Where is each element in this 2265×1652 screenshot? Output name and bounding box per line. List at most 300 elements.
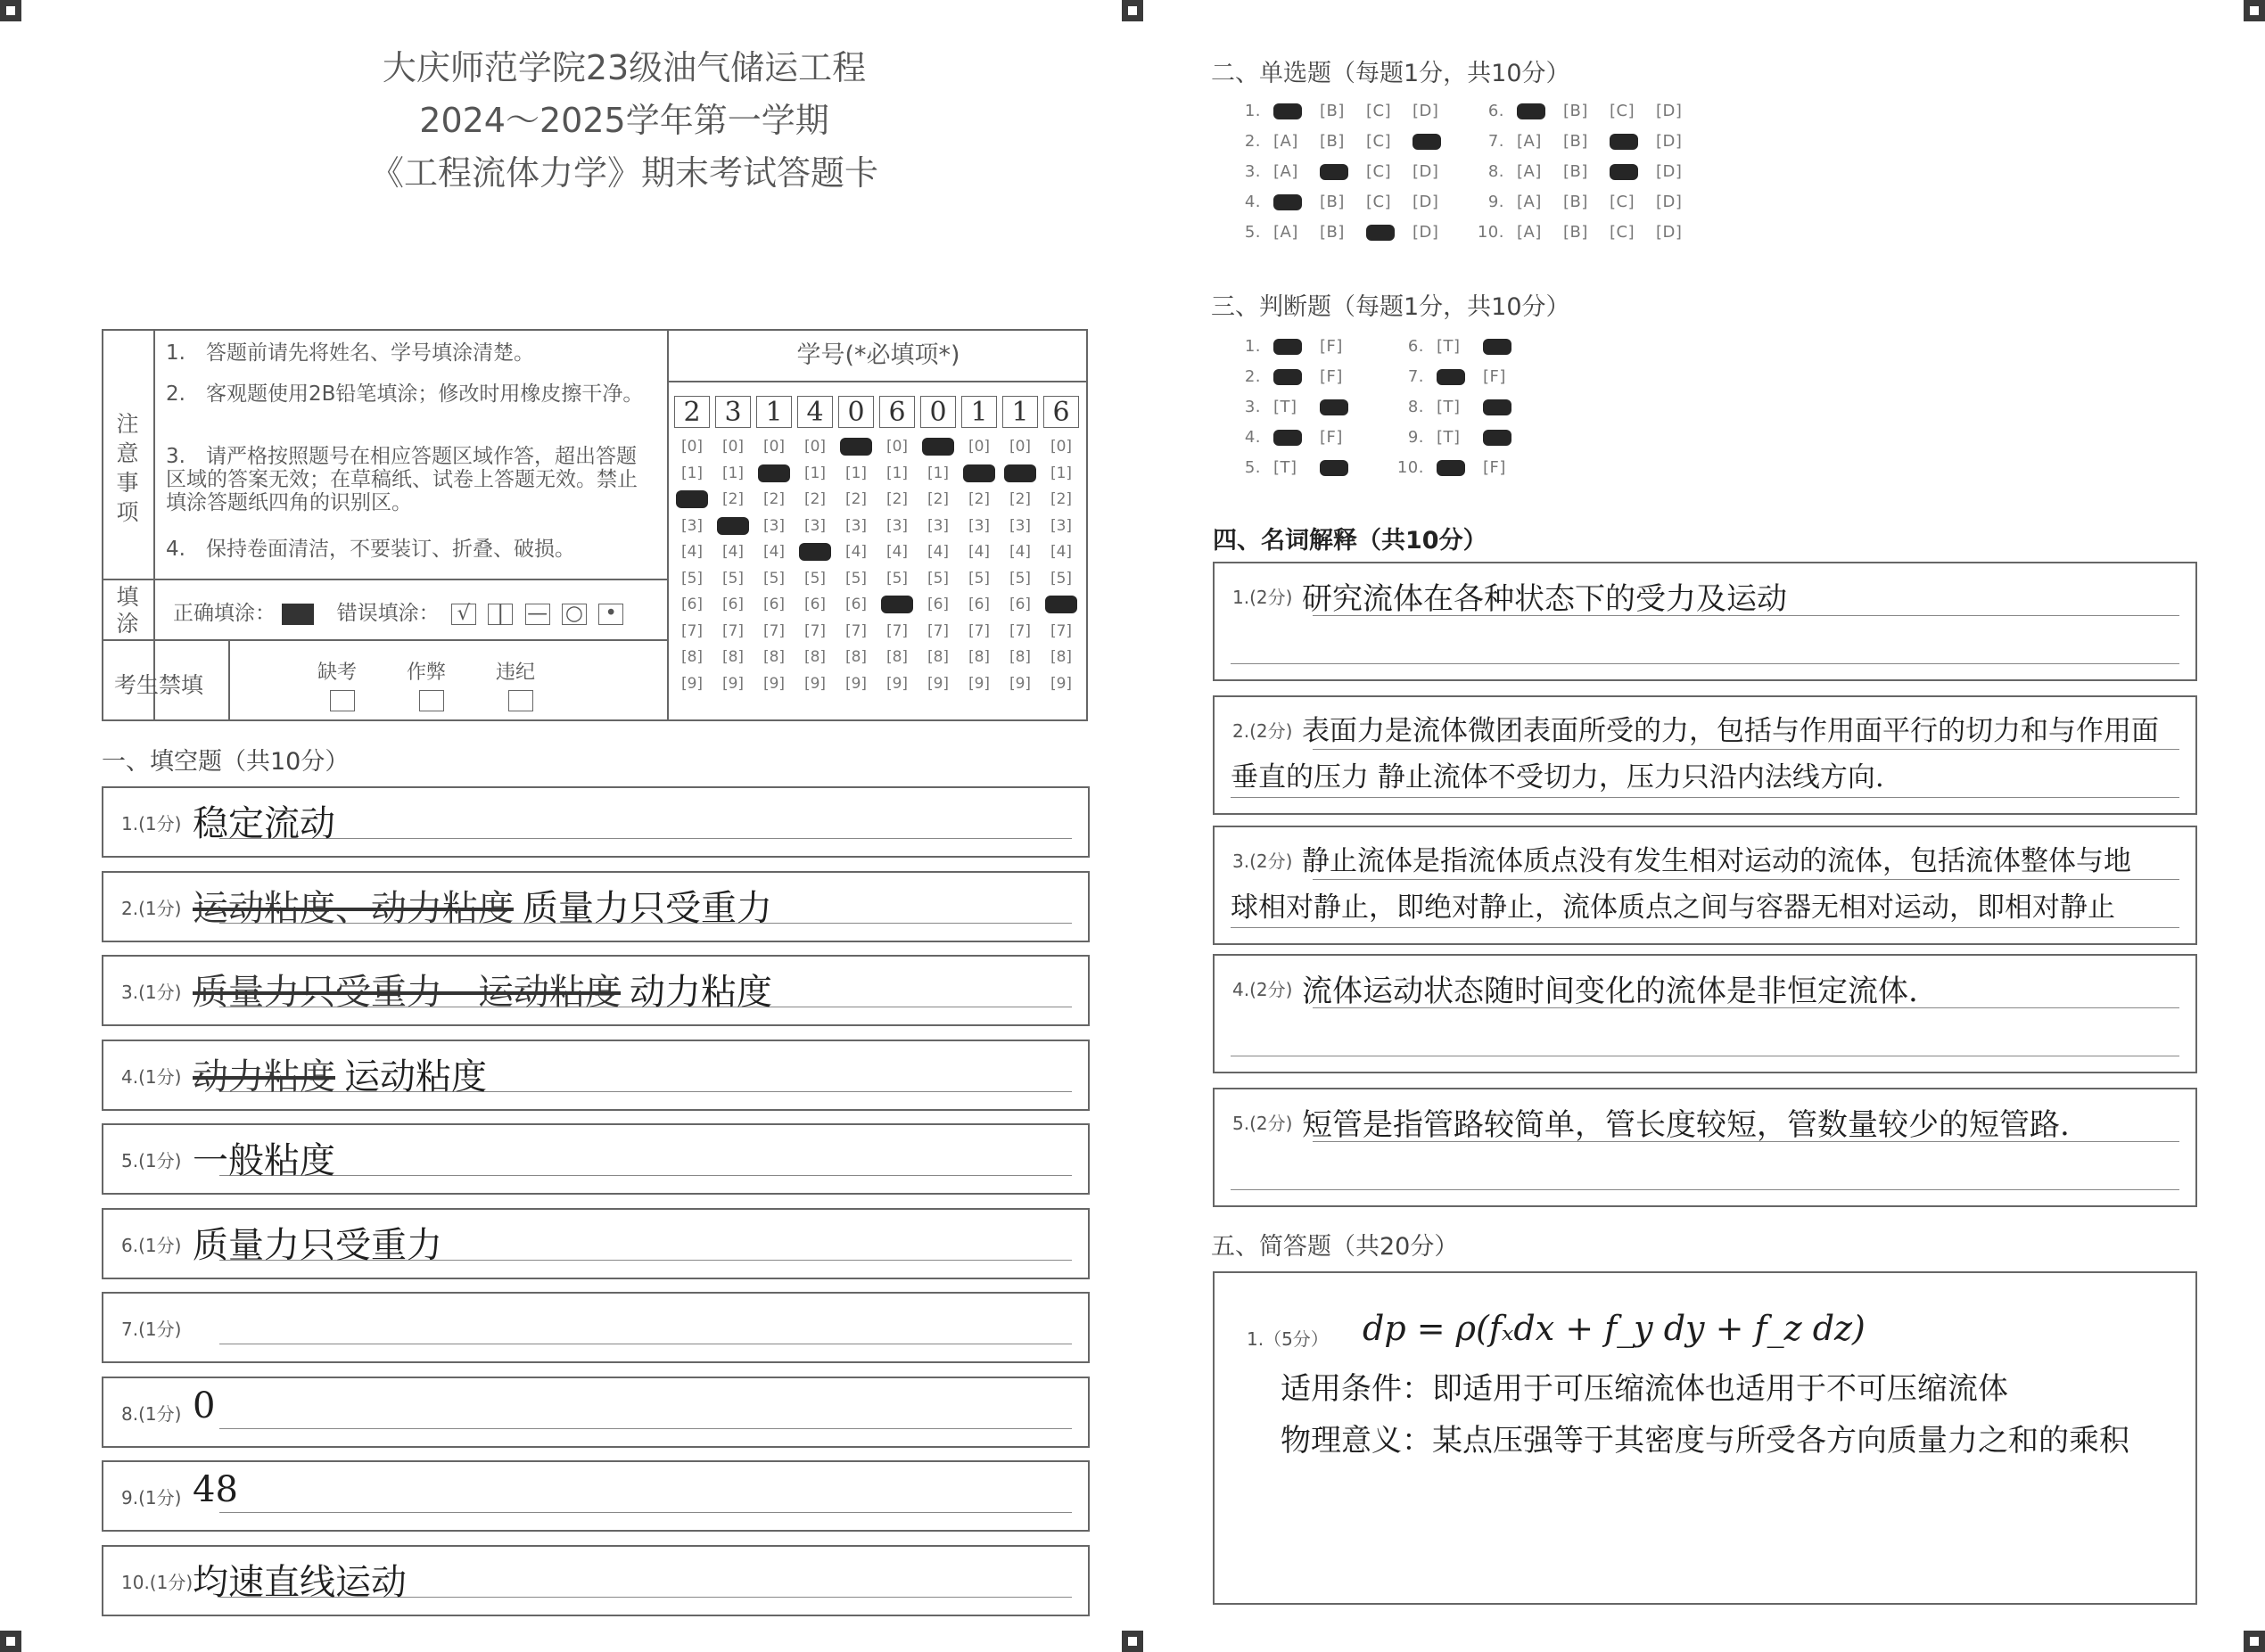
fill-blank-4 (102, 1040, 1090, 1111)
option-bubble[interactable]: [C] (1366, 132, 1392, 151)
fill-blank-5 (102, 1123, 1090, 1195)
wrong-fill-label: 错误填涂： (336, 602, 440, 625)
section1-title: 一、填空题（共10分） (102, 748, 350, 776)
term-explanation-answer[interactable]: 研究流体在各种状态下的受力及运动 (1302, 581, 1787, 617)
option-bubble[interactable]: [T] (1273, 398, 1297, 416)
student-id-bubble-filled[interactable] (756, 463, 792, 484)
student-id-bubble[interactable]: [9] (844, 674, 868, 693)
option-bubble[interactable]: [C] (1366, 102, 1392, 120)
option-bubble[interactable]: [B] (1563, 223, 1588, 242)
fill-mark (881, 596, 913, 613)
student-id-bubble[interactable]: [2] (1009, 490, 1032, 508)
option-bubble[interactable] (1483, 428, 1529, 447)
question-number: 7. (1487, 132, 1504, 151)
answer-line (219, 838, 1072, 839)
student-id-bubble[interactable]: [2] (968, 490, 991, 508)
student-id-bubble-filled[interactable] (797, 541, 833, 563)
student-id-digit: 6 (1043, 396, 1079, 428)
student-id-bubble[interactable]: [3] (1050, 516, 1073, 535)
student-id-bubble[interactable]: [4] (680, 543, 704, 561)
fill-mark (758, 464, 790, 482)
student-id-bubble[interactable]: [7] (680, 621, 704, 640)
option-bubble[interactable]: [A] (1517, 132, 1542, 151)
student-id-bubble[interactable]: [7] (1009, 621, 1032, 640)
student-id-bubble[interactable]: [0] (968, 438, 991, 456)
option-bubble[interactable]: [A] (1273, 162, 1298, 181)
section2-question-4 (1223, 193, 1459, 211)
student-id-bubble[interactable]: [0] (721, 438, 745, 456)
option-bubble[interactable]: [F] (1483, 458, 1506, 477)
short-answer-box (1213, 1271, 2197, 1605)
option-bubble[interactable]: [B] (1320, 193, 1345, 211)
answer-line (219, 1512, 1072, 1513)
student-id-bubble[interactable]: [9] (762, 674, 786, 693)
corner-mark-bottom-left (0, 1631, 21, 1652)
student-id-bubble[interactable]: [5] (844, 569, 868, 588)
fill-blank-answer: 动力粘度 (630, 972, 772, 1013)
student-id-bubble[interactable]: [2] (844, 490, 868, 508)
student-id-bubble[interactable]: [7] (927, 621, 950, 640)
student-id-bubble[interactable]: [6] (721, 596, 745, 613)
student-id-bubble-filled[interactable] (920, 436, 956, 457)
option-bubble[interactable]: [T] (1273, 458, 1297, 477)
corner-mark-bottom-middle (1122, 1631, 1143, 1652)
option-bubble[interactable]: [A] (1517, 162, 1542, 181)
correct-fill-label: 正确填涂： (173, 602, 276, 625)
student-id-bubble[interactable]: [0] (680, 438, 704, 456)
student-id-bubble[interactable]: [8] (762, 648, 786, 666)
section3-title: 三、判断题（每题1分，共10分） (1211, 293, 1570, 321)
fill-blank-9 (102, 1460, 1090, 1532)
student-id-digit: 1 (756, 396, 792, 428)
student-id-bubble[interactable]: [2] (803, 490, 827, 508)
option-bubble[interactable]: [B] (1320, 223, 1345, 242)
student-id-bubble[interactable]: [5] (968, 569, 991, 588)
student-id-bubble[interactable]: [1] (885, 464, 909, 482)
question-number: 5. (1244, 458, 1261, 477)
term-explanation-5 (1213, 1088, 2197, 1207)
option-bubble[interactable]: [A] (1273, 132, 1298, 151)
term-explanation-2 (1213, 695, 2197, 815)
fill-blank-answer-area[interactable] (193, 1554, 407, 1605)
fill-blank-3 (102, 955, 1090, 1026)
fill-mark (1483, 339, 1511, 355)
fill-blank-answer: 一般粘度 (193, 1140, 335, 1181)
option-bubble[interactable] (1517, 102, 1563, 120)
corner-mark-top-right (2244, 0, 2265, 21)
notice-label: 注意事项 (116, 411, 139, 525)
option-bubble[interactable]: [F] (1320, 337, 1343, 356)
question-number: 8. (1487, 162, 1504, 181)
option-bubble[interactable] (1483, 337, 1529, 356)
option-bubble[interactable] (1483, 398, 1529, 416)
student-id-bubble[interactable]: [5] (680, 569, 704, 588)
fill-blank-answer-area[interactable] (193, 1132, 335, 1183)
student-id-bubble[interactable]: [1] (927, 464, 950, 482)
fill-blank-label: 7.(1分) (121, 1319, 182, 1340)
student-id-bubble-filled[interactable] (1043, 594, 1079, 615)
student-id-bubble-filled[interactable] (674, 489, 710, 510)
student-id-bubble[interactable]: [8] (927, 648, 950, 666)
student-id-bubble[interactable]: [9] (680, 674, 704, 693)
student-id-bubble[interactable]: [8] (803, 648, 827, 666)
answer-line (1313, 749, 2179, 750)
option-bubble[interactable] (1320, 458, 1366, 477)
student-id-bubble[interactable]: [3] (803, 516, 827, 535)
student-id-bubble[interactable]: [5] (885, 569, 909, 588)
student-id-bubble[interactable]: [3] (885, 516, 909, 535)
option-bubble[interactable] (1273, 428, 1320, 447)
option-bubble[interactable]: [D] (1656, 162, 1683, 181)
student-id-bubble[interactable]: [8] (680, 648, 704, 666)
student-id-bubble[interactable]: [6] (762, 596, 786, 613)
option-bubble[interactable]: [B] (1563, 132, 1588, 151)
notice-item-3: 3. 请严格按照题号在相应答题区域作答，超出答题区域的答案无效；在草稿纸、试卷上答题无效。禁止填涂答题纸四角的识别区。 (166, 445, 638, 514)
student-id-bubble[interactable]: [2] (762, 490, 786, 508)
short-answer-formula[interactable]: dp = ρ(fₓdx + f_y dy + f_z dz) (1363, 1309, 1866, 1348)
student-id-bubble[interactable]: [0] (803, 438, 827, 456)
fill-mark (1483, 430, 1511, 446)
student-id-bubble[interactable]: [8] (1050, 648, 1073, 666)
section3-question-10 (1387, 458, 1529, 477)
option-bubble[interactable] (1610, 132, 1656, 151)
forbid-absent (317, 657, 357, 711)
option-bubble[interactable] (1273, 193, 1320, 211)
option-bubble[interactable] (1413, 132, 1459, 151)
notice-item-4: 4. 保持卷面清洁，不要装订、折叠、破损。 (166, 538, 575, 561)
option-bubble[interactable]: [A] (1273, 223, 1298, 242)
option-bubble[interactable]: [D] (1413, 223, 1439, 242)
student-id-bubble[interactable]: [4] (844, 543, 868, 561)
answer-line (1231, 797, 2179, 798)
student-id-bubble[interactable]: [5] (927, 569, 950, 588)
student-id-bubble[interactable]: [4] (721, 543, 745, 561)
student-id-bubble[interactable]: [8] (844, 648, 868, 666)
student-id-bubble[interactable]: [7] (803, 621, 827, 640)
student-id-bubble[interactable]: [3] (680, 516, 704, 535)
fill-mark (1610, 134, 1638, 150)
section3-question-8 (1387, 398, 1529, 416)
section5-title: 五、简答题（共20分） (1211, 1233, 1459, 1261)
answer-line (219, 1175, 1072, 1176)
student-id-bubble[interactable]: [2] (927, 490, 950, 508)
student-id-bubble-filled[interactable] (879, 594, 915, 615)
section2-title: 二、单选题（每题1分，共10分） (1211, 60, 1570, 87)
wrong-sample-check: √ (451, 604, 476, 625)
option-bubble[interactable]: [D] (1656, 193, 1683, 211)
question-number: 1. (1244, 102, 1261, 120)
student-id-bubble[interactable]: [7] (1050, 621, 1073, 640)
option-bubble[interactable]: [F] (1320, 367, 1343, 386)
student-id-bubble[interactable]: [4] (927, 543, 950, 561)
term-explanation-1 (1213, 562, 2197, 681)
section3-question-1 (1223, 337, 1366, 356)
student-id-bubble[interactable]: [6] (803, 596, 827, 613)
notice-item-1: 1. 答题前请先将姓名、学号填涂清楚。 (166, 341, 534, 365)
wrong-sample-dash: — (525, 604, 550, 625)
student-id-bubble[interactable]: [4] (968, 543, 991, 561)
question-number: 3. (1244, 398, 1261, 416)
student-id-bubble[interactable]: [9] (927, 674, 950, 693)
student-id-bubble[interactable]: [1] (803, 464, 827, 482)
student-id-bubble[interactable]: [5] (721, 569, 745, 588)
student-id-bubble[interactable]: [3] (1009, 516, 1032, 535)
student-id-digit: 1 (1002, 396, 1038, 428)
fill-blank-2 (102, 871, 1090, 942)
option-bubble[interactable]: [D] (1413, 102, 1439, 120)
option-bubble[interactable]: [D] (1656, 132, 1683, 151)
term-explanation-label: 4.(2分) (1232, 979, 1293, 1000)
fill-blank-answer-area[interactable] (193, 795, 335, 846)
term-explanation-answer[interactable]: 表面力是流体微团表面所受的力，包括与作用面平行的切力和与作用面 (1302, 715, 2159, 747)
student-id-digit: 2 (674, 396, 710, 428)
student-id-digit: 1 (961, 396, 997, 428)
option-bubble[interactable] (1437, 458, 1483, 477)
short-answer-line-conditions[interactable]: 适用条件：即适用于可压缩流体也适用于不可压缩流体 (1281, 1371, 2008, 1407)
student-id-digit: 3 (715, 396, 751, 428)
fill-mark (1437, 460, 1465, 476)
fill-blank-answer: 质量力只受重力 (523, 887, 772, 929)
fill-blank-answer-area[interactable] (193, 880, 772, 931)
forbid-violation (496, 657, 535, 711)
fill-blank-answer-area[interactable] (193, 1385, 215, 1426)
student-id-bubble[interactable]: [3] (927, 516, 950, 535)
question-number: 3. (1244, 162, 1261, 181)
option-bubble[interactable]: [C] (1610, 102, 1635, 120)
student-id-bubble[interactable]: [6] (927, 596, 950, 613)
corner-mark-bottom-right (2244, 1631, 2265, 1652)
option-bubble[interactable]: [B] (1563, 102, 1588, 120)
fill-blank-8 (102, 1377, 1090, 1448)
fill-blank-answer-area[interactable] (193, 1048, 487, 1099)
student-id-bubble[interactable]: [1] (680, 464, 704, 482)
fill-blank-label: 9.(1分) (121, 1487, 182, 1508)
forbid-label: 考生禁填 (114, 672, 204, 698)
option-bubble[interactable]: [C] (1610, 193, 1635, 211)
term-explanation-answer[interactable]: 球相对静止，即绝对静止，流体质点之间与容器无相对运动，即相对静止 (1231, 892, 2115, 924)
forbid-cheat-label: 作弊 (407, 662, 447, 684)
student-id-bubble[interactable]: [0] (885, 438, 909, 456)
fill-blank-1 (102, 786, 1090, 858)
section3-question-6 (1387, 337, 1529, 356)
question-number: 5. (1244, 223, 1261, 242)
term-explanation-label: 3.(2分) (1232, 851, 1293, 872)
option-bubble[interactable] (1320, 398, 1366, 416)
student-id-bubble[interactable]: [8] (968, 648, 991, 666)
student-id-bubble[interactable]: [4] (762, 543, 786, 561)
option-bubble[interactable] (1320, 162, 1366, 181)
fill-examples (173, 596, 623, 626)
student-id-digit: 4 (797, 396, 833, 428)
forbid-absent-box[interactable] (330, 690, 355, 711)
option-bubble[interactable]: [T] (1437, 337, 1461, 356)
student-id-bubble-filled[interactable] (961, 463, 997, 484)
student-id-bubble-filled[interactable] (715, 515, 751, 537)
student-id-bubble[interactable]: [5] (1050, 569, 1073, 588)
section2-question-3 (1223, 162, 1459, 181)
term-explanation-answer[interactable]: 静止流体是指流体质点没有发生相对运动的流体，包括流体整体与地 (1302, 845, 2131, 877)
student-id-bubble[interactable]: [6] (968, 596, 991, 613)
corner-mark-top-left (0, 0, 21, 21)
student-id-bubble[interactable]: [0] (1050, 438, 1073, 456)
section2-question-9 (1467, 193, 1702, 211)
option-bubble[interactable]: [F] (1320, 428, 1343, 447)
option-bubble[interactable] (1610, 162, 1656, 181)
wrong-sample-bar: | (488, 604, 513, 625)
student-id-digit: 0 (920, 396, 956, 428)
fill-mark (1320, 399, 1348, 415)
forbid-violation-box[interactable] (508, 690, 533, 711)
fill-blank-label: 1.(1分) (121, 813, 182, 834)
option-bubble[interactable]: [D] (1656, 102, 1683, 120)
section3-question-9 (1387, 428, 1529, 447)
student-id-bubble[interactable]: [4] (1050, 543, 1073, 561)
student-id-bubble[interactable]: [1] (721, 464, 745, 482)
fill-blank-label: 2.(1分) (121, 897, 182, 919)
student-id-bubble[interactable]: [6] (680, 596, 704, 613)
fill-label: 填涂 (116, 584, 139, 637)
option-bubble[interactable] (1366, 223, 1413, 242)
student-id-bubble[interactable]: [4] (1009, 543, 1032, 561)
option-bubble[interactable]: [B] (1320, 132, 1345, 151)
student-id-bubble[interactable]: [2] (1050, 490, 1073, 508)
student-id-bubble[interactable]: [2] (721, 490, 745, 508)
option-bubble[interactable] (1273, 102, 1320, 120)
student-id-bubble[interactable]: [6] (844, 596, 868, 613)
student-id-bubble[interactable]: [9] (885, 674, 909, 693)
short-answer-q1-label: 1.（5分） (1247, 1328, 1329, 1350)
student-id-bubble[interactable]: [4] (885, 543, 909, 561)
option-bubble[interactable]: [D] (1656, 223, 1683, 242)
fill-mark (676, 490, 708, 508)
short-answer-line-meaning[interactable]: 物理意义：某点压强等于其密度与所受各方向质量力之和的乘积 (1281, 1423, 2129, 1459)
term-explanation-answer[interactable]: 短管是指管路较简单，管长度较短，管数量较少的短管路. (1302, 1107, 2070, 1143)
option-bubble[interactable]: [C] (1366, 193, 1392, 211)
fill-blank-label: 3.(1分) (121, 982, 182, 1003)
fill-blank-label: 6.(1分) (121, 1234, 182, 1256)
student-id-bubble[interactable]: [6] (1009, 596, 1032, 613)
answer-line (1231, 927, 2179, 928)
student-id-bubble[interactable]: [9] (1009, 674, 1032, 693)
forbid-cheat-box[interactable] (419, 690, 444, 711)
option-bubble[interactable]: [T] (1437, 428, 1461, 447)
student-id-bubble[interactable]: [1] (1050, 464, 1073, 482)
option-bubble[interactable]: [D] (1413, 162, 1439, 181)
option-bubble[interactable]: [C] (1610, 223, 1635, 242)
question-number: 2. (1244, 132, 1261, 151)
term-explanation-3 (1213, 826, 2197, 945)
fill-blank-label: 5.(1分) (121, 1150, 182, 1171)
struck-answer: 质量力只受重力 运动粘度 (193, 972, 621, 1013)
term-explanation-4 (1213, 954, 2197, 1073)
student-id-bubble[interactable]: [9] (1050, 674, 1073, 693)
title-school: 大庆师范学院23级油气储运工程 (382, 48, 867, 87)
fill-blank-6 (102, 1208, 1090, 1279)
student-id-bubble[interactable]: [7] (968, 621, 991, 640)
student-id-digit: 0 (838, 396, 874, 428)
fill-mark (1483, 399, 1511, 415)
student-id-bubble[interactable]: [0] (762, 438, 786, 456)
term-explanation-label: 2.(2分) (1232, 720, 1293, 742)
student-id-bubble[interactable]: [1] (844, 464, 868, 482)
answer-line (219, 1428, 1072, 1429)
option-bubble[interactable]: [T] (1437, 398, 1461, 416)
option-bubble[interactable]: [D] (1413, 193, 1439, 211)
option-bubble[interactable] (1273, 367, 1320, 386)
answer-line (1231, 663, 2179, 664)
student-id-bubble[interactable]: [3] (844, 516, 868, 535)
option-bubble[interactable]: [B] (1320, 102, 1345, 120)
fill-blank-answer-area[interactable] (193, 1217, 442, 1268)
term-explanation-label: 1.(2分) (1232, 587, 1293, 608)
struck-answer: 运动粘度、动力粘度 (193, 887, 514, 929)
section2-question-8 (1467, 162, 1702, 181)
option-bubble[interactable]: [C] (1366, 162, 1392, 181)
answer-line (1313, 879, 2179, 880)
student-id-bubble[interactable]: [2] (885, 490, 909, 508)
student-id-bubble-filled[interactable] (1002, 463, 1038, 484)
fill-blank-answer: 质量力只受重力 (193, 1224, 442, 1266)
question-number: 4. (1244, 428, 1261, 447)
fill-mark (1273, 430, 1302, 446)
student-id-bubble[interactable]: [8] (885, 648, 909, 666)
student-id-bubble[interactable]: [7] (844, 621, 868, 640)
option-bubble[interactable] (1437, 367, 1483, 386)
student-id-bubble[interactable]: [8] (721, 648, 745, 666)
option-bubble[interactable]: [F] (1483, 367, 1506, 386)
student-id-bubble[interactable]: [9] (721, 674, 745, 693)
fill-mark (1273, 369, 1302, 385)
option-bubble[interactable]: [A] (1517, 193, 1542, 211)
student-id-bubble[interactable]: [5] (762, 569, 786, 588)
option-bubble[interactable]: [A] (1517, 223, 1542, 242)
student-id-bubble[interactable]: [0] (1009, 438, 1032, 456)
student-id-bubble[interactable]: [5] (803, 569, 827, 588)
question-number: 7. (1407, 367, 1424, 386)
fill-mark (1437, 369, 1465, 385)
fill-mark (963, 464, 995, 482)
fill-blank-answer-area[interactable] (193, 1469, 238, 1510)
student-id-bubble[interactable]: [9] (968, 674, 991, 693)
fill-blank-label: 4.(1分) (121, 1065, 182, 1088)
student-id-bubble[interactable]: [3] (762, 516, 786, 535)
option-bubble[interactable]: [B] (1563, 193, 1588, 211)
option-bubble[interactable] (1273, 337, 1320, 356)
fill-blank-answer: 0 (193, 1385, 216, 1426)
wrong-sample-circle: ○ (562, 604, 587, 625)
student-id-bubble[interactable]: [8] (1009, 648, 1032, 666)
term-explanation-answer[interactable]: 垂直的压力 静止流体不受切力，压力只沿内法线方向. (1231, 761, 1884, 793)
question-number: 6. (1407, 337, 1424, 356)
fill-mark (1413, 134, 1441, 150)
student-id-bubble[interactable]: [7] (721, 621, 745, 640)
fill-blank-label: 8.(1分) (121, 1402, 182, 1425)
student-id-bubble-filled[interactable] (838, 436, 874, 457)
option-bubble[interactable]: [B] (1563, 162, 1588, 181)
student-id-bubble[interactable]: [7] (762, 621, 786, 640)
question-number: 9. (1407, 428, 1424, 447)
student-id-digits (674, 396, 1084, 428)
student-id-bubble[interactable]: [5] (1009, 569, 1032, 588)
term-explanation-answer[interactable]: 流体运动状态随时间变化的流体是非恒定流体. (1302, 974, 1918, 1009)
student-id-bubble[interactable]: [7] (885, 621, 909, 640)
question-number: 6. (1487, 102, 1504, 120)
student-id-title: 学号(*必填项*) (669, 331, 1088, 382)
forbid-absent-label: 缺考 (317, 662, 358, 684)
fill-blank-answer-area[interactable] (193, 964, 772, 1015)
student-id-bubble[interactable]: [9] (803, 674, 827, 693)
student-id-bubble[interactable]: [3] (968, 516, 991, 535)
